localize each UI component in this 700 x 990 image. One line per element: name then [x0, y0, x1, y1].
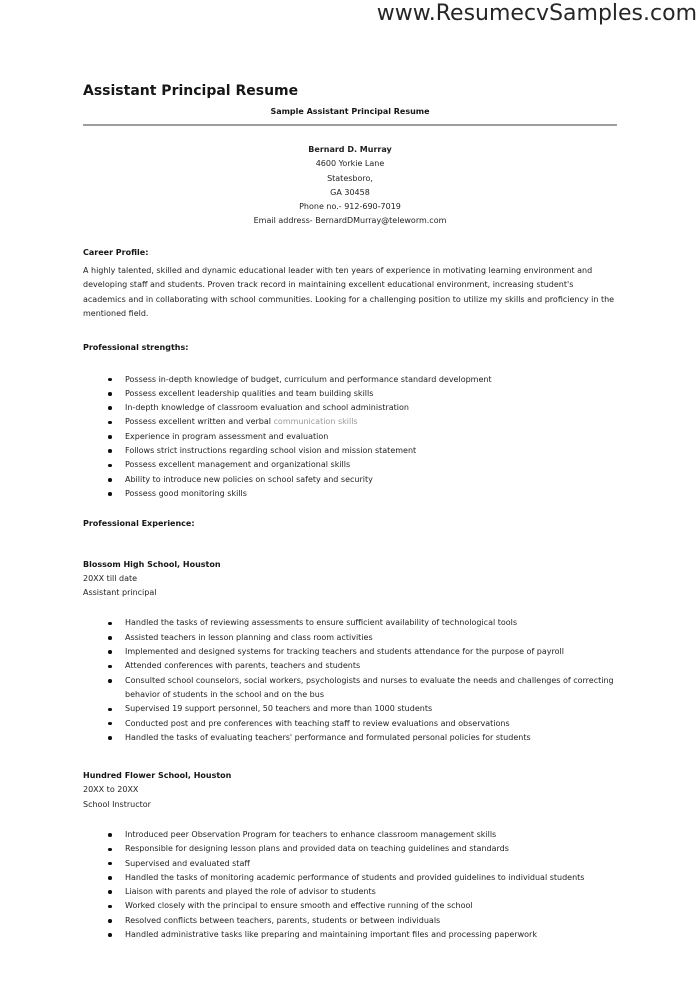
- strength-item: [83, 373, 617, 387]
- contact-block: [83, 143, 617, 229]
- job-blossom-high-school: [83, 558, 617, 746]
- strength-item-text: Possess excellent written and verbal: [125, 417, 274, 427]
- professional-strengths-heading: Professional strengths:: [83, 343, 189, 353]
- job-bullet: Resolved conflicts between teachers, parents, students or between individuals: [83, 914, 617, 928]
- job-bullet-list: [83, 828, 617, 942]
- strength-item: [83, 473, 617, 487]
- strength-item: [83, 387, 617, 401]
- job-bullet: Worked closely with the principal to ensure smooth and effective running of the school: [83, 899, 617, 913]
- strength-item-text: In-depth knowledge of classroom evaluation and school administration: [125, 403, 409, 413]
- job-dates: 20XX to 20XX: [83, 785, 139, 795]
- strength-item-text: Possess good monitoring skills: [125, 488, 247, 498]
- strength-item: [83, 458, 617, 472]
- contact-email: Email address- BernardDMurray@teleworm.com: [253, 216, 447, 226]
- job-bullet: Handled the tasks of reviewing assessments to ensure sufficient availability of technological tools: [83, 616, 617, 630]
- job-header: [83, 769, 617, 812]
- job-bullet-list: [83, 616, 617, 745]
- page-title: Assistant Principal Resume: [83, 83, 299, 99]
- job-bullet: Consulted school counselors, social workers, psychologists and nurses to evaluate the needs and challenges of correcting behavior of students in the school and on the bus: [83, 674, 617, 703]
- job-bullet: Introduced peer Observation Program for teachers to enhance classroom management skills: [83, 828, 617, 842]
- professional-experience-heading: Professional Experience:: [83, 519, 195, 529]
- job-dates: 20XX till date: [83, 573, 138, 583]
- strength-item-text: Possess in-depth knowledge of budget, curriculum and performance standard development: [125, 374, 492, 384]
- communication-skills-link[interactable]: communication skills: [273, 417, 358, 427]
- job-bullet: Handled the tasks of monitoring academic performance of students and provided guidelines to individual students: [83, 871, 617, 885]
- strength-item-text: Possess excellent leadership qualities and team building skills: [125, 388, 374, 398]
- strength-item-text: Ability to introduce new policies on school safety and security: [125, 474, 373, 484]
- strength-item: [83, 444, 617, 458]
- strengths-list: [83, 373, 617, 502]
- strength-item: [83, 487, 617, 501]
- job-hundred-flower-school: [83, 769, 617, 942]
- strength-item: [83, 401, 617, 415]
- strength-item-text: Experience in program assessment and evaluation: [125, 431, 329, 441]
- contact-address-line-3: GA 30458: [330, 187, 370, 197]
- contact-phone: Phone no.- 912-690-7019: [299, 202, 401, 212]
- strength-item-text: Possess excellent management and organizational skills: [125, 460, 351, 470]
- contact-address-line-2: Statesboro,: [327, 173, 373, 183]
- job-bullet: Implemented and designed systems for tracking teachers and students attendance for the purpose of payroll: [83, 645, 617, 659]
- career-profile-heading: Career Profile:: [83, 247, 149, 257]
- job-header: [83, 558, 617, 601]
- job-role: Assistant principal: [83, 588, 157, 598]
- job-role: School Instructor: [83, 799, 151, 809]
- strength-item: [83, 430, 617, 444]
- job-bullet: Handled administrative tasks like preparing and maintaining important files and processing paperwork: [83, 928, 617, 942]
- job-bullet: Responsible for designing lesson plans and provided data on teaching guidelines and standards: [83, 842, 617, 856]
- job-bullet: Liaison with parents and played the role of advisor to students: [83, 885, 617, 899]
- site-watermark: www.ResumecvSamples.com: [376, 1, 697, 26]
- job-school: Hundred Flower School, Houston: [83, 771, 232, 781]
- contact-name: Bernard D. Murray: [308, 145, 392, 154]
- job-school: Blossom High School, Houston: [83, 559, 221, 569]
- job-bullet: Assisted teachers in lesson planning and class room activities: [83, 631, 617, 645]
- job-bullet: Attended conferences with parents, teachers and students: [83, 659, 617, 673]
- divider-line: [83, 124, 617, 126]
- strength-item-text: Follows strict instructions regarding school vision and mission statement: [125, 446, 417, 456]
- career-profile-text: A highly talented, skilled and dynamic educational leader with ten years of experience in motivating learning environment and developing staff and students. Proven track record in maintaining excellent educational environment, increasing student's academics and in collaborating with school communities. Looking for a challenging position to utilize my skills and proficiency in the mentioned field.: [83, 266, 615, 318]
- strength-item: [83, 415, 617, 429]
- job-bullet: Supervised 19 support personnel, 50 teachers and more than 1000 students: [83, 702, 617, 716]
- job-bullet: Handled the tasks of evaluating teachers' performance and formulated personal policies for students: [83, 731, 617, 745]
- contact-address-line-1: 4600 Yorkie Lane: [315, 159, 385, 169]
- job-bullet: Supervised and evaluated staff: [83, 857, 617, 871]
- document-subtitle: Sample Assistant Principal Resume: [270, 107, 430, 116]
- job-bullet: Conducted post and pre conferences with teaching staff to review evaluations and observations: [83, 717, 617, 731]
